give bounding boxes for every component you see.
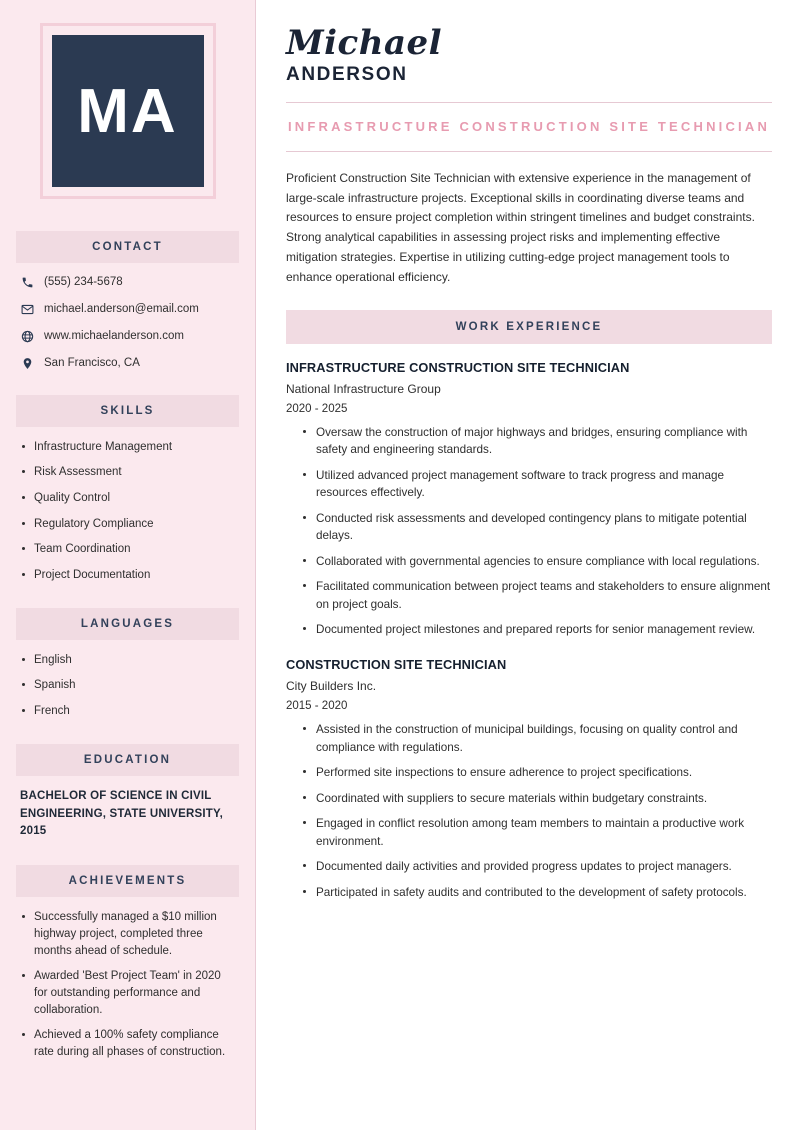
contact-item-phone [20, 275, 235, 290]
contact-item-website [20, 329, 235, 344]
contact-phone-text: (555) 234-5678 [44, 276, 123, 288]
summary-text: Proficient Construction Site Technician with extensive experience in the management of large-scale infrastructure projects. Exceptional skills in coordinating diverse teams and resources to ensure project completion within stringent timelines and budget constraints. Strong analytical capabilities in assessing project risks and implementing effective mitigation strategies. Expertise in utilizing cutting-edge project management tools to enhance operational efficiency. [286, 170, 755, 284]
list-item: Achieved a 100% safety compliance rate during all phases of construction. [20, 1027, 235, 1060]
job-company: City Builders Inc. [286, 679, 377, 694]
list-item: Coordinated with suppliers to secure materials within budgetary constraints. [302, 790, 772, 808]
list-item: English [20, 652, 235, 669]
list-item: Utilized advanced project management software to track progress and manage resources effectively. [302, 467, 772, 502]
list-item: Conducted risk assessments and developed contingency plans to mitigate potential delays. [302, 510, 772, 545]
job-title: INFRASTRUCTURE CONSTRUCTION SITE TECHNICIAN [286, 359, 630, 375]
job-company: National Infrastructure Group [286, 381, 441, 396]
role-banner [286, 102, 772, 152]
list-item: Facilitated communication between project teams and stakeholders to ensure alignment on project goals. [302, 578, 772, 613]
list-item: Performed site inspections to ensure adherence to project specifications. [302, 764, 772, 782]
skills-list [16, 439, 239, 584]
list-item: French [20, 703, 235, 720]
list-item: Successfully managed a $10 million highway project, completed three months ahead of schedule. [20, 909, 235, 959]
list-item: Oversaw the construction of major highways and bridges, ensuring compliance with safety and engineering standards. [302, 424, 772, 459]
list-item: Team Coordination [20, 541, 235, 558]
job-entry [286, 657, 772, 901]
job-entry [286, 360, 772, 639]
languages-heading: LANGUAGES [16, 608, 239, 640]
list-item: Documented project milestones and prepared reports for senior management review. [302, 621, 772, 639]
list-item: Awarded 'Best Project Team' in 2020 for outstanding performance and collaboration. [20, 968, 235, 1018]
list-item: Infrastructure Management [20, 439, 235, 456]
list-item: Documented daily activities and provided progress updates to project managers. [302, 858, 772, 876]
skills-heading: SKILLS [16, 395, 239, 427]
avatar-box [52, 35, 204, 187]
list-item: Risk Assessment [20, 464, 235, 481]
list-item: Participated in safety audits and contributed to the development of safety protocols. [302, 884, 772, 902]
job-bullets [286, 424, 772, 639]
list-item: Assisted in the construction of municipal buildings, focusing on quality control and compliance with regulations. [302, 721, 772, 756]
phone-icon [20, 275, 34, 289]
first-name: Michael [286, 23, 443, 63]
contact-item-email [20, 302, 235, 317]
list-item: Regulatory Compliance [20, 516, 235, 533]
job-dates: 2020 - 2025 [286, 402, 348, 415]
list-item: Project Documentation [20, 567, 235, 584]
education-heading: EDUCATION [16, 744, 239, 776]
work-experience-heading: WORK EXPERIENCE [286, 310, 772, 344]
contact-email-text: michael.anderson@email.com [44, 302, 199, 315]
sidebar [0, 0, 256, 1130]
globe-icon [20, 329, 34, 343]
contact-location-text: San Francisco, CA [44, 356, 140, 369]
list-item: Quality Control [20, 490, 235, 507]
languages-list [16, 652, 239, 720]
job-bullets [286, 721, 772, 901]
contact-list [16, 275, 239, 371]
education-entry: BACHELOR OF SCIENCE IN CIVIL ENGINEERING, STATE UNIVERSITY, 2015 [20, 789, 224, 838]
contact-heading: CONTACT [16, 231, 239, 263]
avatar [40, 23, 216, 199]
last-name: ANDERSON [286, 63, 408, 85]
list-item: Spanish [20, 677, 235, 694]
achievements-list [16, 909, 239, 1060]
job-title: CONSTRUCTION SITE TECHNICIAN [286, 657, 507, 673]
job-dates: 2015 - 2020 [286, 700, 348, 713]
main-content [256, 0, 800, 1130]
contact-item-location [20, 356, 235, 371]
envelope-icon [20, 302, 34, 316]
avatar-initials: MA [77, 76, 178, 146]
list-item: Collaborated with governmental agencies to ensure compliance with local regulations. [302, 553, 772, 571]
contact-website-text: www.michaelanderson.com [44, 329, 184, 342]
location-pin-icon [20, 356, 34, 370]
page-title: INFRASTRUCTURE CONSTRUCTION SITE TECHNICIAN [287, 118, 771, 134]
list-item: Engaged in conflict resolution among team members to maintain a productive work environment. [302, 815, 772, 850]
achievements-heading: ACHIEVEMENTS [16, 865, 239, 897]
